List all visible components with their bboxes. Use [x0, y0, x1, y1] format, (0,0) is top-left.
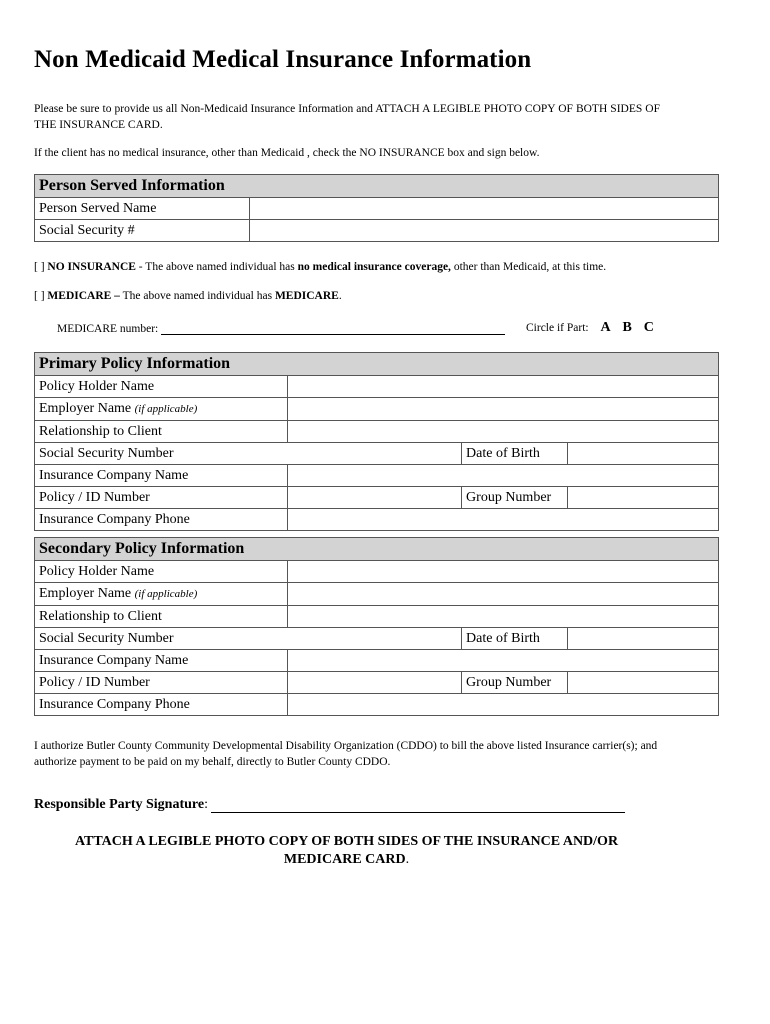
no-insurance-text-end: other than Medicaid, at this time.	[450, 261, 607, 273]
primary-phone-field[interactable]	[288, 509, 719, 531]
primary-company-field[interactable]	[288, 465, 719, 487]
medicare-parts	[526, 320, 654, 336]
employer-note: (if applicable)	[134, 403, 198, 415]
field-label: Group Number	[462, 672, 568, 694]
field-label: Social Security Number	[35, 443, 462, 465]
part-a-option[interactable]: A	[600, 320, 611, 335]
primary-dob-field[interactable]	[567, 443, 718, 465]
part-c-option[interactable]: C	[643, 320, 654, 335]
primary-policy-id-field[interactable]	[288, 487, 462, 509]
no-insurance-checkbox[interactable]: [ ]	[34, 261, 45, 273]
field-label: Insurance Company Name	[35, 650, 288, 672]
field-label: Policy / ID Number	[35, 487, 288, 509]
circle-part-label: Circle if Part:	[526, 322, 589, 334]
secondary-policy-table	[34, 537, 719, 716]
signature-label: Responsible Party Signature	[34, 797, 205, 812]
intro-text: Please be sure to provide us all Non-Medicaid Insurance Information and ATTACH A LEGIBLE PHOTO COPY OF BOTH SIDES OF THE INSURANCE CARD.	[34, 103, 660, 131]
field-label: Policy / ID Number	[35, 672, 288, 694]
secondary-dob-field[interactable]	[567, 628, 718, 650]
no-insurance-bold: no medical insurance coverage,	[297, 261, 451, 273]
employer-label: Employer Name	[39, 401, 132, 416]
primary-holder-field[interactable]	[288, 376, 719, 398]
signature-colon: :	[204, 797, 208, 812]
secondary-company-field[interactable]	[288, 650, 719, 672]
field-label: Date of Birth	[462, 628, 568, 650]
medicare-option	[34, 290, 342, 302]
medicare-number-row	[57, 322, 505, 335]
field-label: Relationship to Client	[35, 606, 288, 628]
employer-note: (if applicable)	[134, 588, 198, 600]
secondary-policy-id-field[interactable]	[288, 672, 462, 694]
field-label	[35, 583, 288, 606]
signature-row	[34, 797, 625, 813]
section-header: Primary Policy Information	[35, 353, 719, 376]
medicare-text: The above named individual has	[119, 290, 275, 302]
attach-period: .	[405, 852, 410, 867]
primary-employer-field[interactable]	[288, 398, 719, 421]
employer-label: Employer Name	[39, 586, 132, 601]
no-insurance-label: NO INSURANCE	[47, 261, 136, 273]
medicare-bold: MEDICARE	[274, 290, 339, 302]
secondary-employer-field[interactable]	[288, 583, 719, 606]
secondary-holder-field[interactable]	[288, 561, 719, 583]
signature-field[interactable]	[211, 798, 625, 813]
field-label: Person Served Name	[35, 198, 250, 220]
medicare-label: MEDICARE –	[47, 290, 120, 302]
field-label: Social Security Number	[35, 628, 462, 650]
primary-relationship-field[interactable]	[288, 421, 719, 443]
no-insurance-option	[34, 261, 606, 273]
secondary-relationship-field[interactable]	[288, 606, 719, 628]
attach-line-1: ATTACH A LEGIBLE PHOTO COPY OF BOTH SIDES OF THE INSURANCE AND/OR	[74, 834, 619, 849]
field-label: Relationship to Client	[35, 421, 288, 443]
medicare-number-field[interactable]	[161, 322, 505, 335]
attach-line-2	[34, 851, 659, 869]
intro-instructions: If the client has no medical insurance, other than Medicaid , check the NO INSURANCE box and sign below.	[34, 147, 540, 159]
page-title: Non Medicaid Medical Insurance Information	[34, 46, 532, 73]
section-header: Secondary Policy Information	[35, 538, 719, 561]
primary-policy-table	[34, 352, 719, 531]
no-insurance-text: - The above named individual has	[135, 261, 298, 273]
person-name-field[interactable]	[250, 198, 719, 220]
medicare-checkbox[interactable]: [ ]	[34, 290, 45, 302]
person-served-table	[34, 174, 719, 242]
field-label: Policy Holder Name	[35, 561, 288, 583]
field-label: Insurance Company Name	[35, 465, 288, 487]
attach-line-2-text: MEDICARE CARD	[283, 852, 406, 867]
section-header: Person Served Information	[35, 175, 719, 198]
part-b-option[interactable]: B	[622, 320, 632, 335]
field-label: Group Number	[462, 487, 568, 509]
primary-group-field[interactable]	[567, 487, 718, 509]
secondary-group-field[interactable]	[567, 672, 718, 694]
field-label: Date of Birth	[462, 443, 568, 465]
secondary-phone-field[interactable]	[288, 694, 719, 716]
medicare-text-end: .	[338, 290, 342, 302]
person-ssn-field[interactable]	[250, 220, 719, 242]
field-label: Insurance Company Phone	[35, 694, 288, 716]
field-label: Policy Holder Name	[35, 376, 288, 398]
attach-notice	[34, 833, 659, 869]
field-label: Social Security #	[35, 220, 250, 242]
field-label	[35, 398, 288, 421]
medicare-number-label: MEDICARE number:	[57, 323, 159, 335]
authorization-text: I authorize Butler County Community Developmental Disability Organization (CDDO) to bill the above listed Insurance carrier(s); and authorize payment to be paid on my behalf, directly to Butler County CDDO.	[34, 740, 658, 768]
field-label: Insurance Company Phone	[35, 509, 288, 531]
